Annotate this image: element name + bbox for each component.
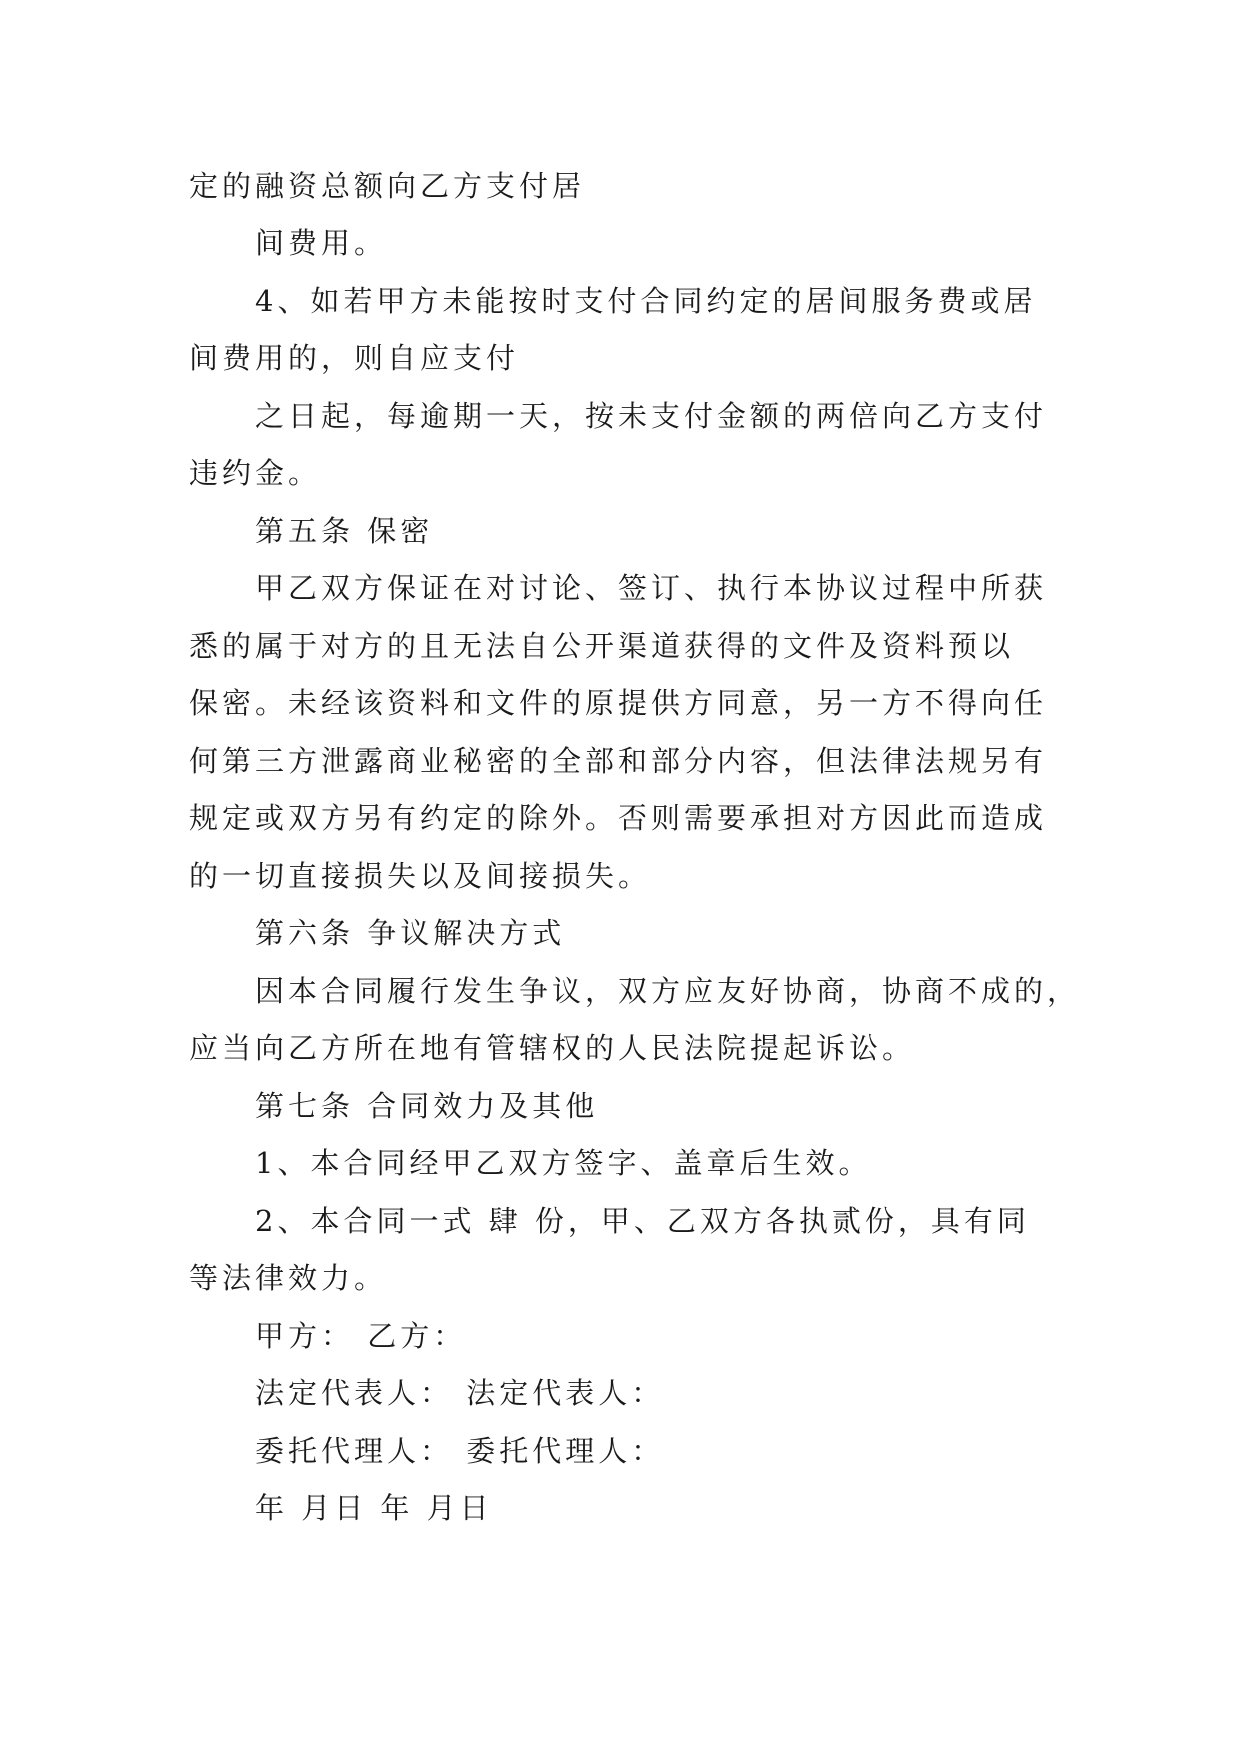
text-line-5: 之日起，每逾期一天，按未支付金额的两倍向乙方支付 — [255, 399, 1048, 433]
text-line-18: 1、本合同经甲乙双方签字、盖章后生效。 — [255, 1146, 872, 1180]
text-line-12: 规定或双方另有约定的除外。否则需要承担对方因此而造成 — [189, 801, 1048, 835]
section-heading-5: 第五条 保密 — [255, 514, 434, 548]
signature-party-line: 甲方： 乙方： — [255, 1319, 467, 1353]
text-line-20: 等法律效力。 — [189, 1261, 388, 1295]
signature-date-line: 年 月日 年 月日 — [255, 1491, 493, 1525]
text-line-4: 间费用的，则自应支付 — [189, 341, 520, 375]
section-heading-7: 第七条 合同效力及其他 — [255, 1089, 599, 1123]
text-line-19: 2、本合同一式 肆 份，甲、乙双方各执贰份，具有同 — [255, 1204, 1030, 1238]
text-line-11: 何第三方泄露商业秘密的全部和部分内容，但法律法规另有 — [189, 744, 1048, 778]
text-line-13: 的一切直接损失以及间接损失。 — [189, 859, 652, 893]
text-line-16: 应当向乙方所在地有管辖权的人民法院提起诉讼。 — [189, 1031, 916, 1065]
signature-agent-line: 委托代理人： 委托代理人： — [255, 1434, 665, 1468]
signature-legal-rep-line: 法定代表人： 法定代表人： — [255, 1376, 665, 1410]
text-line-2: 间费用。 — [255, 226, 388, 260]
text-line-6: 违约金。 — [189, 456, 322, 490]
text-line-15: 因本合同履行发生争议，双方应友好协商，协商不成的， — [255, 974, 1081, 1008]
text-line-1: 定的融资总额向乙方支付居 — [189, 169, 586, 203]
section-heading-6: 第六条 争议解决方式 — [255, 916, 566, 950]
text-line-8: 甲乙双方保证在对讨论、签订、执行本协议过程中所获 — [255, 571, 1048, 605]
text-line-10: 保密。未经该资料和文件的原提供方同意，另一方不得向任 — [189, 686, 1048, 720]
text-line-3: 4、如若甲方未能按时支付合同约定的居间服务费或居 — [255, 284, 1037, 318]
text-line-9: 悉的属于对方的且无法自公开渠道获得的文件及资料预以 — [189, 629, 1015, 663]
